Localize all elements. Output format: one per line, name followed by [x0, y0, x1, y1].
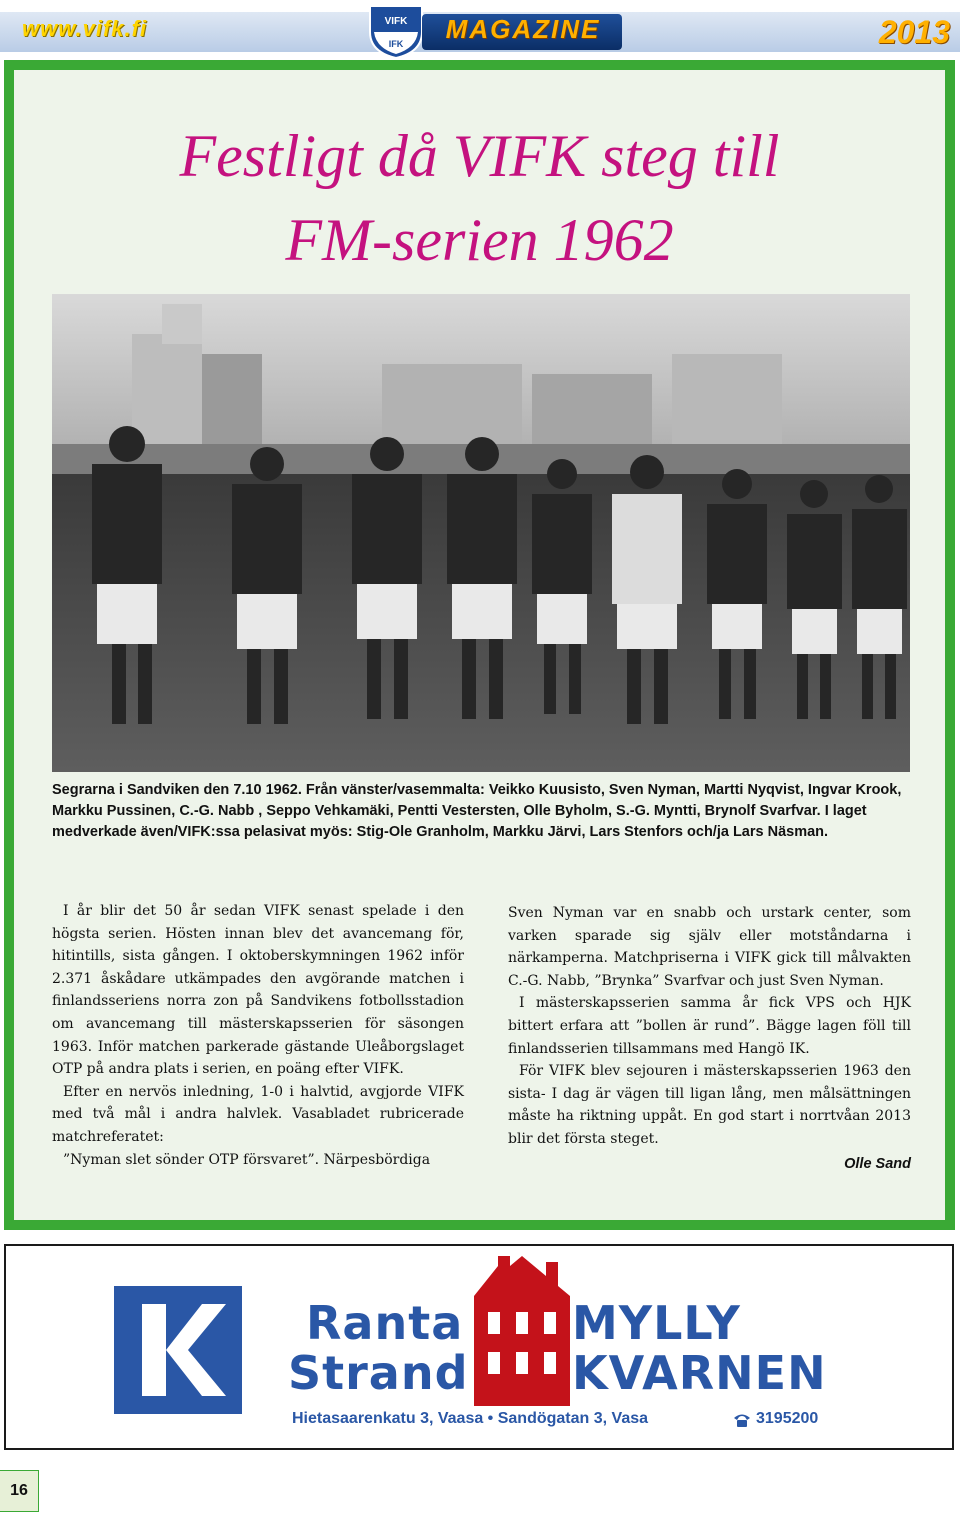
ad-name-strand: Strand — [288, 1346, 469, 1400]
article-body — [14, 70, 945, 1220]
ad-name-ranta: Ranta — [306, 1296, 464, 1350]
phone-icon — [732, 1412, 752, 1428]
paragraph: Sven Nyman var en snabb och urstark center, som varken sparade sig själv eller motståndarna i närkamperna. Matchpriserna i VIFK gick till målvakten C.-G. Nabb, ”Brynka” Svarfvar och just Sven Nyman. — [508, 905, 911, 989]
photo-caption: Segrarna i Sandviken den 7.10 1962. Från vänster/vasemmalta: Veikko Kuusisto, Sven Nyman, Martti Nyqvist, Ingvar Krook, Markku Pussinen, C.-G. Nabb , Seppo Vehkamäki, Pentti Vestersten, Olle Byholm, S.-G. Myntti, Brynolf Svarfvar. I laget medverkade även/VIFK:ssa pelasivat myös: Stig-Ole Granholm, Markku Järvi, Lars Stenfors och/ja Lars Näsman. — [52, 782, 902, 840]
paragraph: Efter en nervös inledning, 1-0 i halvtid, avgjorde VIFK med två mål i andra halvlek. Vasabladet rubricerade matchreferatet: — [52, 1083, 464, 1145]
headline-line-2: FM-serien 1962 — [285, 207, 674, 273]
svg-text:VIFK: VIFK — [384, 16, 408, 27]
site-url[interactable]: www.vifk.fi — [22, 16, 148, 41]
magazine-label: MAGAZINE — [445, 14, 601, 44]
article-headline — [14, 114, 945, 282]
author-signature: Olle Sand — [844, 1155, 911, 1172]
article-column-right — [508, 902, 911, 1175]
paragraph: ”Nyman slet sönder OTP försvaret”. Närpesbördiga — [63, 1151, 431, 1168]
svg-text:IFK: IFK — [388, 39, 404, 49]
paragraph: I år blir det 50 år sedan VIFK senast spelade i den högsta serien. Hösten innan blev det avancemang för, hitintills, sista gången. I oktoberskymningen 1962 inför 2.371 åskådare utkämpades den avgörande matchen i finlandsseriens norra zon på Sandvikens fotbollsstadion om avancemang till mästerskapsserien för säsongen 1963. Inför matchen parkerade gästande Uleåborgslaget OTP på andra plats i serien, en poäng efter VIFK. — [52, 903, 464, 1078]
ad-name-mylly: MYLLY — [572, 1296, 741, 1350]
ad-phone[interactable]: 3195200 — [756, 1410, 819, 1427]
club-logo-icon — [362, 2, 430, 60]
page-header — [0, 0, 960, 62]
advertisement[interactable] — [4, 1244, 954, 1450]
ad-name-kvarnen: KVARNEN — [572, 1346, 827, 1400]
issue-year: 2013 — [878, 14, 950, 50]
article-column-left — [52, 900, 464, 1171]
page-number: 16 — [0, 1470, 39, 1512]
paragraph: I mästerskapsserien samma år fick VPS och HJK bittert erfara att ”bollen är rund”. Bägge lagen föll till finlandsserien tillsammans med Hangö IK. — [508, 995, 911, 1057]
ad-address: Hietasaarenkatu 3, Vaasa • Sandögatan 3, Vasa — [292, 1410, 649, 1427]
mill-building-icon — [474, 1256, 570, 1406]
team-photo — [52, 294, 910, 772]
article-frame — [4, 60, 955, 1230]
paragraph: För VIFK blev sejouren i mästerskapsserien 1963 den sista- I dag är vägen till ligan lång, men målsättningen måste ha riktning uppåt. En god start i norrtvåan 2013 blir det första steget. — [508, 1063, 911, 1147]
k-logo — [114, 1286, 242, 1414]
k-logo-icon — [114, 1286, 242, 1414]
team-photo-image — [52, 294, 910, 772]
headline-line-1: Festligt då VIFK steg till — [179, 123, 780, 189]
